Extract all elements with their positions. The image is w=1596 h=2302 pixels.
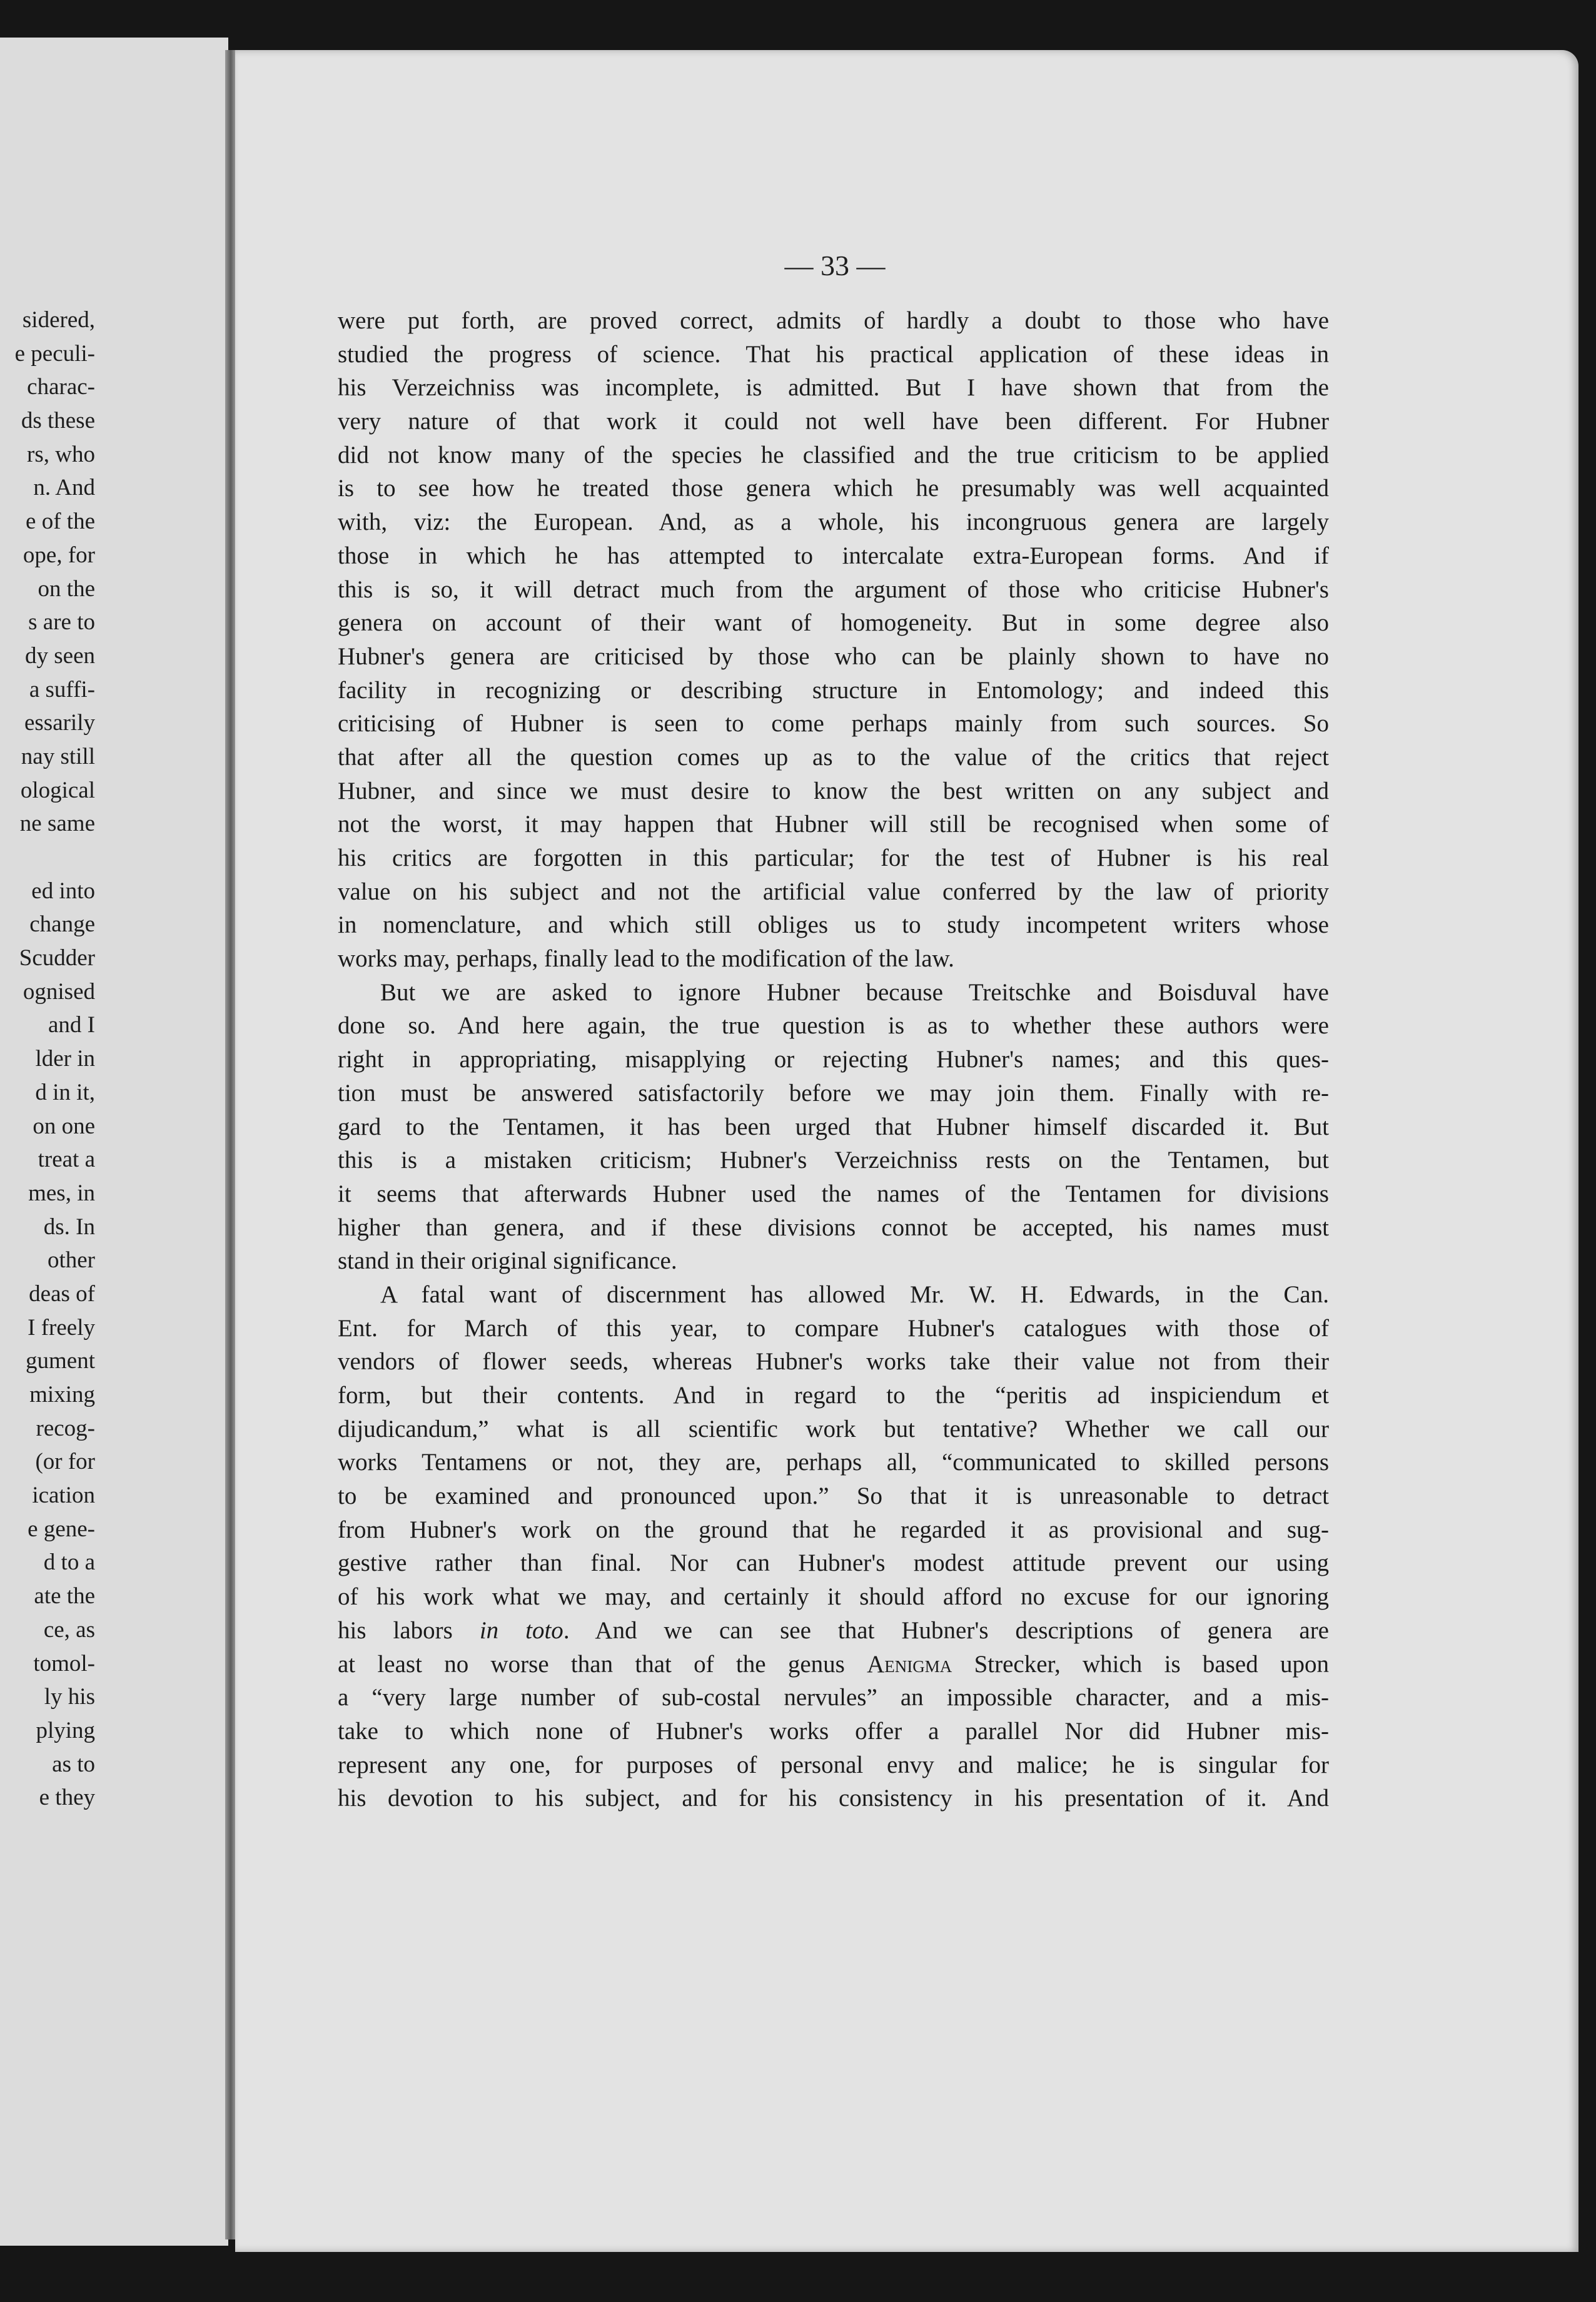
text-line: represent any one, for purposes of personal envy and malice; he is singular for — [338, 1751, 1329, 1778]
text-line: with, viz: the European. And, as a whole, his incongruous genera are largely — [338, 509, 1329, 536]
text-line-italic — [338, 1614, 1329, 1648]
left-line: d to a — [43, 1549, 95, 1576]
left-line: change — [29, 911, 95, 938]
text-line-smallcaps — [338, 1648, 1329, 1681]
text-line: studied the progress of science. That his practical application of these ideas in — [338, 340, 1329, 368]
text-line: those in which he has attempted to intercalate extra-European forms. And if — [338, 542, 1329, 569]
left-line: ological — [20, 777, 95, 803]
text-line: right in appropriating, misapplying or rejecting Hubner's names; and this ques- — [338, 1046, 1329, 1073]
left-line: ognised — [23, 978, 95, 1005]
left-line: tomol- — [33, 1650, 95, 1676]
page-number: — 33 — — [784, 250, 886, 281]
text-line: gard to the Tentamen, it has been urged that Hubner himself discarded it. But — [338, 1113, 1329, 1140]
paragraph-start-line: But we are asked to ignore Hubner because Treitschke and Boisduval have — [380, 978, 1329, 1006]
left-line: ce, as — [43, 1616, 95, 1643]
text-line: were put forth, are proved correct, admits of hardly a doubt to those who have — [338, 307, 1329, 334]
left-facing-page — [0, 38, 228, 2246]
text-line: of his work what we may, and certainly it should afford no excuse for our ignoring — [338, 1583, 1329, 1611]
left-line: as to — [52, 1751, 95, 1777]
body-text — [338, 304, 1329, 1815]
text-line: take to which none of Hubner's works offer a parallel Nor did Hubner mis- — [338, 1717, 1329, 1745]
left-line: mixing — [29, 1382, 95, 1407]
text-line: works may, perhaps, finally lead to the modification of the law. — [338, 945, 954, 973]
left-line: (or for — [35, 1449, 95, 1475]
text-line: works Tentamens or not, they are, perhaps all, “communicated to skilled persons — [338, 1449, 1329, 1476]
text-line: his devotion to his subject, and for his consistency in his presentation of it. And — [338, 1785, 1329, 1812]
left-page-text-column — [0, 303, 95, 1815]
text-line: is to see how he treated those genera which he presumably was well acquainted — [338, 475, 1329, 502]
text-line: form, but their contents. And in regard to the “peritis ad inspiciendum et — [338, 1382, 1329, 1409]
left-line: ly his — [44, 1684, 95, 1710]
italic-phrase: in toto — [479, 1616, 563, 1644]
left-line: plying — [36, 1717, 95, 1743]
text-line: facility in recognizing or describing structure in Entomology; and indeed this — [338, 676, 1329, 704]
text-run: Strecker, which is based upon — [952, 1650, 1329, 1678]
left-line: and I — [48, 1012, 95, 1038]
left-line: gument — [26, 1348, 95, 1374]
genus-name: Aenigma — [867, 1650, 952, 1678]
left-line: ed into — [31, 878, 95, 904]
text-line: that after all the question comes up as to the value of the critics that reject — [338, 743, 1329, 771]
left-line: sidered, — [22, 307, 95, 333]
left-line: e they — [39, 1785, 95, 1811]
text-line: very nature of that work it could not well have been different. For Hubner — [338, 408, 1329, 435]
paragraph-start-line: A fatal want of discernment has allowed Mr. W. H. Edwards, in the Can. — [380, 1280, 1329, 1308]
text-line: stand in their original significance. — [338, 1247, 677, 1275]
left-line: essarily — [24, 710, 95, 736]
left-line: e peculi- — [14, 340, 95, 367]
text-run: . And we can see that Hubner's descriptions of genera are — [563, 1616, 1329, 1644]
left-line: ne same — [19, 811, 95, 837]
text-line: Ent. for March of this year, to compare Hubner's catalogues with those of — [338, 1314, 1329, 1342]
left-line: d in it, — [35, 1079, 95, 1105]
text-line: his Verzeichniss was incomplete, is admitted. But I have shown that from the — [338, 374, 1329, 402]
text-line: it seems that afterwards Hubner used the names of the Tentamen for divisions — [338, 1180, 1329, 1207]
left-line: rs, who — [27, 441, 95, 467]
text-run: at least no worse than that of the genus — [338, 1650, 867, 1678]
left-line: ate the — [34, 1583, 95, 1610]
text-line: done so. And here again, the true question is as to whether these authors were — [338, 1012, 1329, 1040]
text-line: from Hubner's work on the ground that he regarded it as provisional and sug- — [338, 1516, 1329, 1543]
text-line: in nomenclature, and which still obliges us to study incompetent writers whose — [338, 911, 1329, 939]
text-run: his labors — [338, 1616, 480, 1644]
left-line: recog- — [36, 1415, 95, 1441]
left-line: dy seen — [25, 642, 95, 669]
left-line: nay still — [21, 743, 95, 769]
left-line: ds. In — [43, 1214, 95, 1240]
left-line: a suffi- — [29, 676, 95, 702]
text-line: value on his subject and not the artificial value conferred by the law of priority — [338, 878, 1329, 905]
text-line: his critics are forgotten in this particular; for the test of Hubner is his real — [338, 844, 1329, 871]
text-line: this is a mistaken criticism; Hubner's Verzeichniss rests on the Tentamen, but — [338, 1147, 1329, 1174]
left-line: I freely — [28, 1314, 95, 1341]
text-line: Hubner, and since we must desire to know the best written on any subject and — [338, 777, 1329, 804]
left-line: deas of — [29, 1280, 95, 1307]
text-line: a “very large number of sub-costal nervules” an impossible character, and a mis- — [338, 1684, 1329, 1711]
text-line: Hubner's genera are criticised by those who can be plainly shown to have no — [338, 642, 1329, 670]
left-line: lder in — [35, 1046, 95, 1072]
left-line — [0, 841, 95, 875]
left-line: ope, for — [23, 542, 95, 568]
left-line: other — [47, 1247, 95, 1274]
left-line: ication — [32, 1483, 95, 1509]
text-line: criticising of Hubner is seen to come perhaps mainly from such sources. So — [338, 710, 1329, 738]
text-line: this is so, it will detract much from the argument of those who criticise Hubner's — [338, 576, 1329, 603]
left-line: e gene- — [28, 1516, 95, 1542]
left-line: s are to — [28, 609, 95, 636]
text-line: not the worst, it may happen that Hubner will still be recognised when some of — [338, 811, 1329, 838]
left-line: ds these — [21, 408, 95, 434]
text-line: tion must be answered satisfactorily before we may join them. Finally with re- — [338, 1079, 1329, 1107]
text-line: did not know many of the species he classified and the true criticism to be applied — [338, 441, 1329, 469]
text-line: dijudicandum,” what is all scientific work but tentative? Whether we call our — [338, 1415, 1329, 1443]
left-line: treat a — [38, 1147, 95, 1173]
left-line: n. And — [33, 475, 95, 501]
text-line: higher than genera, and if these divisions connot be accepted, his names must — [338, 1214, 1329, 1241]
left-line: mes, in — [28, 1180, 95, 1206]
text-line: vendors of flower seeds, whereas Hubner's works take their value not from their — [338, 1348, 1329, 1376]
text-line: gestive rather than final. Nor can Hubner's modest attitude prevent our using — [338, 1549, 1329, 1577]
text-line: to be examined and pronounced upon.” So that it is unreasonable to detract — [338, 1483, 1329, 1510]
left-line: on the — [38, 576, 95, 602]
left-line: e of the — [26, 509, 95, 535]
left-line: Scudder — [19, 945, 95, 971]
text-line: genera on account of their want of homogeneity. But in some degree also — [338, 609, 1329, 637]
left-line: on one — [33, 1113, 95, 1139]
left-line: charac- — [27, 374, 95, 400]
